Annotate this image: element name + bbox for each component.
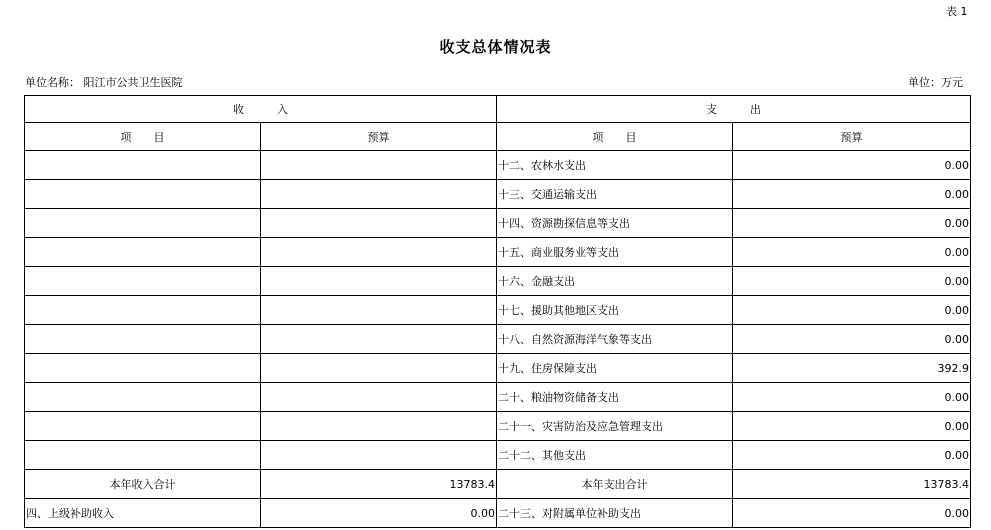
expense-budget-cell: 392.9 [733, 354, 971, 383]
expense-item-cell: 二十三、对附属单位补助支出 [497, 499, 733, 528]
table-row [25, 499, 971, 528]
expense-item-cell: 十九、住房保障支出 [497, 354, 733, 383]
income-budget-cell [261, 383, 497, 412]
income-item-cell [25, 296, 261, 325]
income-item-cell [25, 412, 261, 441]
expense-item-cell: 十八、自然资源海洋气象等支出 [497, 325, 733, 354]
column-header-row [25, 123, 971, 151]
income-total-label: 本年收入合计 [25, 470, 261, 499]
income-item-cell [25, 441, 261, 470]
income-budget-cell [261, 209, 497, 238]
income-item-cell [25, 325, 261, 354]
income-item-header: 项 目 [25, 123, 261, 151]
table-row [25, 238, 971, 267]
expense-budget-cell: 0.00 [733, 267, 971, 296]
table-row [25, 296, 971, 325]
income-budget-cell [261, 238, 497, 267]
income-item-cell [25, 383, 261, 412]
expense-budget-cell: 0.00 [733, 180, 971, 209]
income-budget-cell [261, 296, 497, 325]
expense-budget-cell: 0.00 [733, 383, 971, 412]
table-row [25, 180, 971, 209]
income-item-cell: 四、上级补助收入 [25, 499, 261, 528]
expense-header: 支 出 [497, 96, 971, 123]
income-item-cell [25, 180, 261, 209]
income-item-cell [25, 267, 261, 296]
expense-budget-cell: 0.00 [733, 499, 971, 528]
income-item-cell [25, 209, 261, 238]
budget-table [24, 95, 971, 528]
income-item-cell [25, 354, 261, 383]
expense-item-cell: 十七、援助其他地区支出 [497, 296, 733, 325]
totals-row [25, 470, 971, 499]
expense-item-header: 项 目 [497, 123, 733, 151]
expense-total-label: 本年支出合计 [497, 470, 733, 499]
expense-item-cell: 十六、金融支出 [497, 267, 733, 296]
income-item-cell [25, 238, 261, 267]
expense-item-cell: 十四、资源勘探信息等支出 [497, 209, 733, 238]
expense-budget-header: 预算 [733, 123, 971, 151]
table-row [25, 441, 971, 470]
unit-name: 单位名称： 阳江市公共卫生医院 [25, 76, 183, 89]
table-row [25, 151, 971, 180]
expense-budget-cell: 0.00 [733, 238, 971, 267]
expense-item-cell: 二十、粮油物资储备支出 [497, 383, 733, 412]
expense-item-cell: 十二、农林水支出 [497, 151, 733, 180]
page-title: 收支总体情况表 [439, 38, 552, 56]
expense-item-cell: 十三、交通运输支出 [497, 180, 733, 209]
table-row [25, 412, 971, 441]
table-row [25, 267, 971, 296]
income-budget-header: 预算 [261, 123, 497, 151]
income-budget-cell [261, 325, 497, 354]
income-header: 收 入 [25, 96, 497, 123]
expense-item-cell: 二十二、其他支出 [497, 441, 733, 470]
income-budget-cell [261, 267, 497, 296]
income-budget-cell [261, 441, 497, 470]
income-budget-cell [261, 180, 497, 209]
expense-budget-cell: 0.00 [733, 209, 971, 238]
expense-budget-cell: 0.00 [733, 296, 971, 325]
expense-budget-cell: 0.00 [733, 441, 971, 470]
table-row [25, 383, 971, 412]
expense-budget-cell: 0.00 [733, 412, 971, 441]
expense-total-value: 13783.4 [733, 470, 971, 499]
income-total-value: 13783.4 [261, 470, 497, 499]
table-row [25, 325, 971, 354]
section-header-row [25, 96, 971, 123]
expense-budget-cell: 0.00 [733, 151, 971, 180]
table-row [25, 354, 971, 383]
income-budget-cell [261, 151, 497, 180]
expense-item-cell: 十五、商业服务业等支出 [497, 238, 733, 267]
sheet-number: 表 1 [946, 5, 968, 18]
table-row [25, 209, 971, 238]
expense-item-cell: 二十一、灾害防治及应急管理支出 [497, 412, 733, 441]
income-budget-cell: 0.00 [261, 499, 497, 528]
expense-budget-cell: 0.00 [733, 325, 971, 354]
income-budget-cell [261, 354, 497, 383]
income-budget-cell [261, 412, 497, 441]
unit-measure: 单位：万元 [908, 76, 963, 89]
income-item-cell [25, 151, 261, 180]
